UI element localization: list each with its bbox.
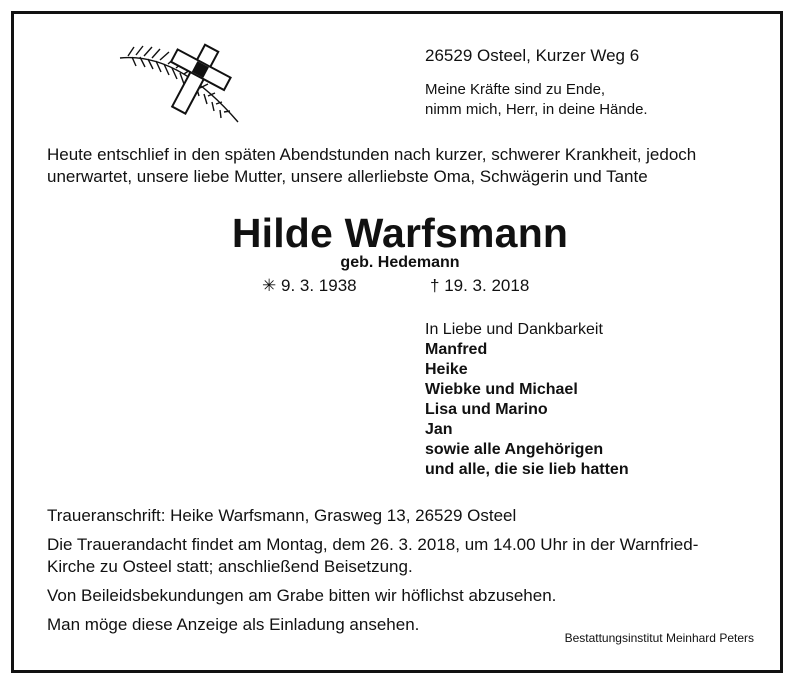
notice-body [47, 505, 767, 636]
mourner-name: Jan [425, 421, 453, 438]
maiden-name: geb. Hedemann [340, 254, 460, 271]
service-line-2: Kirche zu Osteel statt; anschließend Beisetzung. [47, 557, 413, 576]
deceased-name: Hilde Warfsmann [231, 210, 569, 256]
invitation-note: Man möge diese Anzeige als Einladung ansehen. [47, 615, 420, 634]
cross-palm-icon [118, 40, 258, 130]
condolence-note: Von Beileidsbekundungen am Grabe bitten wir höflichst abzusehen. [47, 586, 557, 605]
intro-line-2: unerwartet, unsere liebe Mutter, unsere allerliebste Oma, Schwägerin und Tante [47, 167, 648, 186]
mourner-name: Wiebke und Michael [425, 381, 578, 398]
mourner-name: und alle, die sie lieb hatten [425, 461, 629, 478]
birth-star-icon: ✳ [262, 276, 277, 295]
verse [425, 80, 648, 120]
service-line-1: Die Trauerandacht findet am Montag, dem 26. 3. 2018, um 14.00 Uhr in der Warnfried- [47, 535, 699, 554]
verse-line-1: Meine Kräfte sind zu Ende, [425, 81, 606, 98]
death-date [430, 276, 529, 296]
mourner-name: sowie alle Angehörigen [425, 441, 604, 458]
mourners-intro: In Liebe und Dankbarkeit [425, 321, 603, 338]
mourner-name: Manfred [425, 341, 488, 358]
death-date-value: 19. 3. 2018 [444, 276, 530, 295]
verse-line-2: nimm mich, Herr, in deine Hände. [425, 101, 648, 118]
mourners-block [425, 320, 629, 480]
mourner-name: Lisa und Marino [425, 401, 548, 418]
funeral-home: Bestattungsinstitut Meinhard Peters [564, 631, 754, 645]
family-address: 26529 Osteel, Kurzer Weg 6 [425, 46, 640, 65]
birth-date-value: 9. 3. 1938 [280, 276, 357, 295]
intro-text [47, 144, 767, 188]
death-cross-icon: † [430, 276, 440, 295]
mourning-address: Traueranschrift: Heike Warfsmann, Grasweg 13, 26529 Osteel [47, 506, 517, 525]
mourner-name: Heike [425, 361, 468, 378]
intro-line-1: Heute entschlief in den späten Abendstunden nach kurzer, schwerer Krankheit, jedoch [47, 145, 697, 164]
birth-date [262, 276, 357, 296]
